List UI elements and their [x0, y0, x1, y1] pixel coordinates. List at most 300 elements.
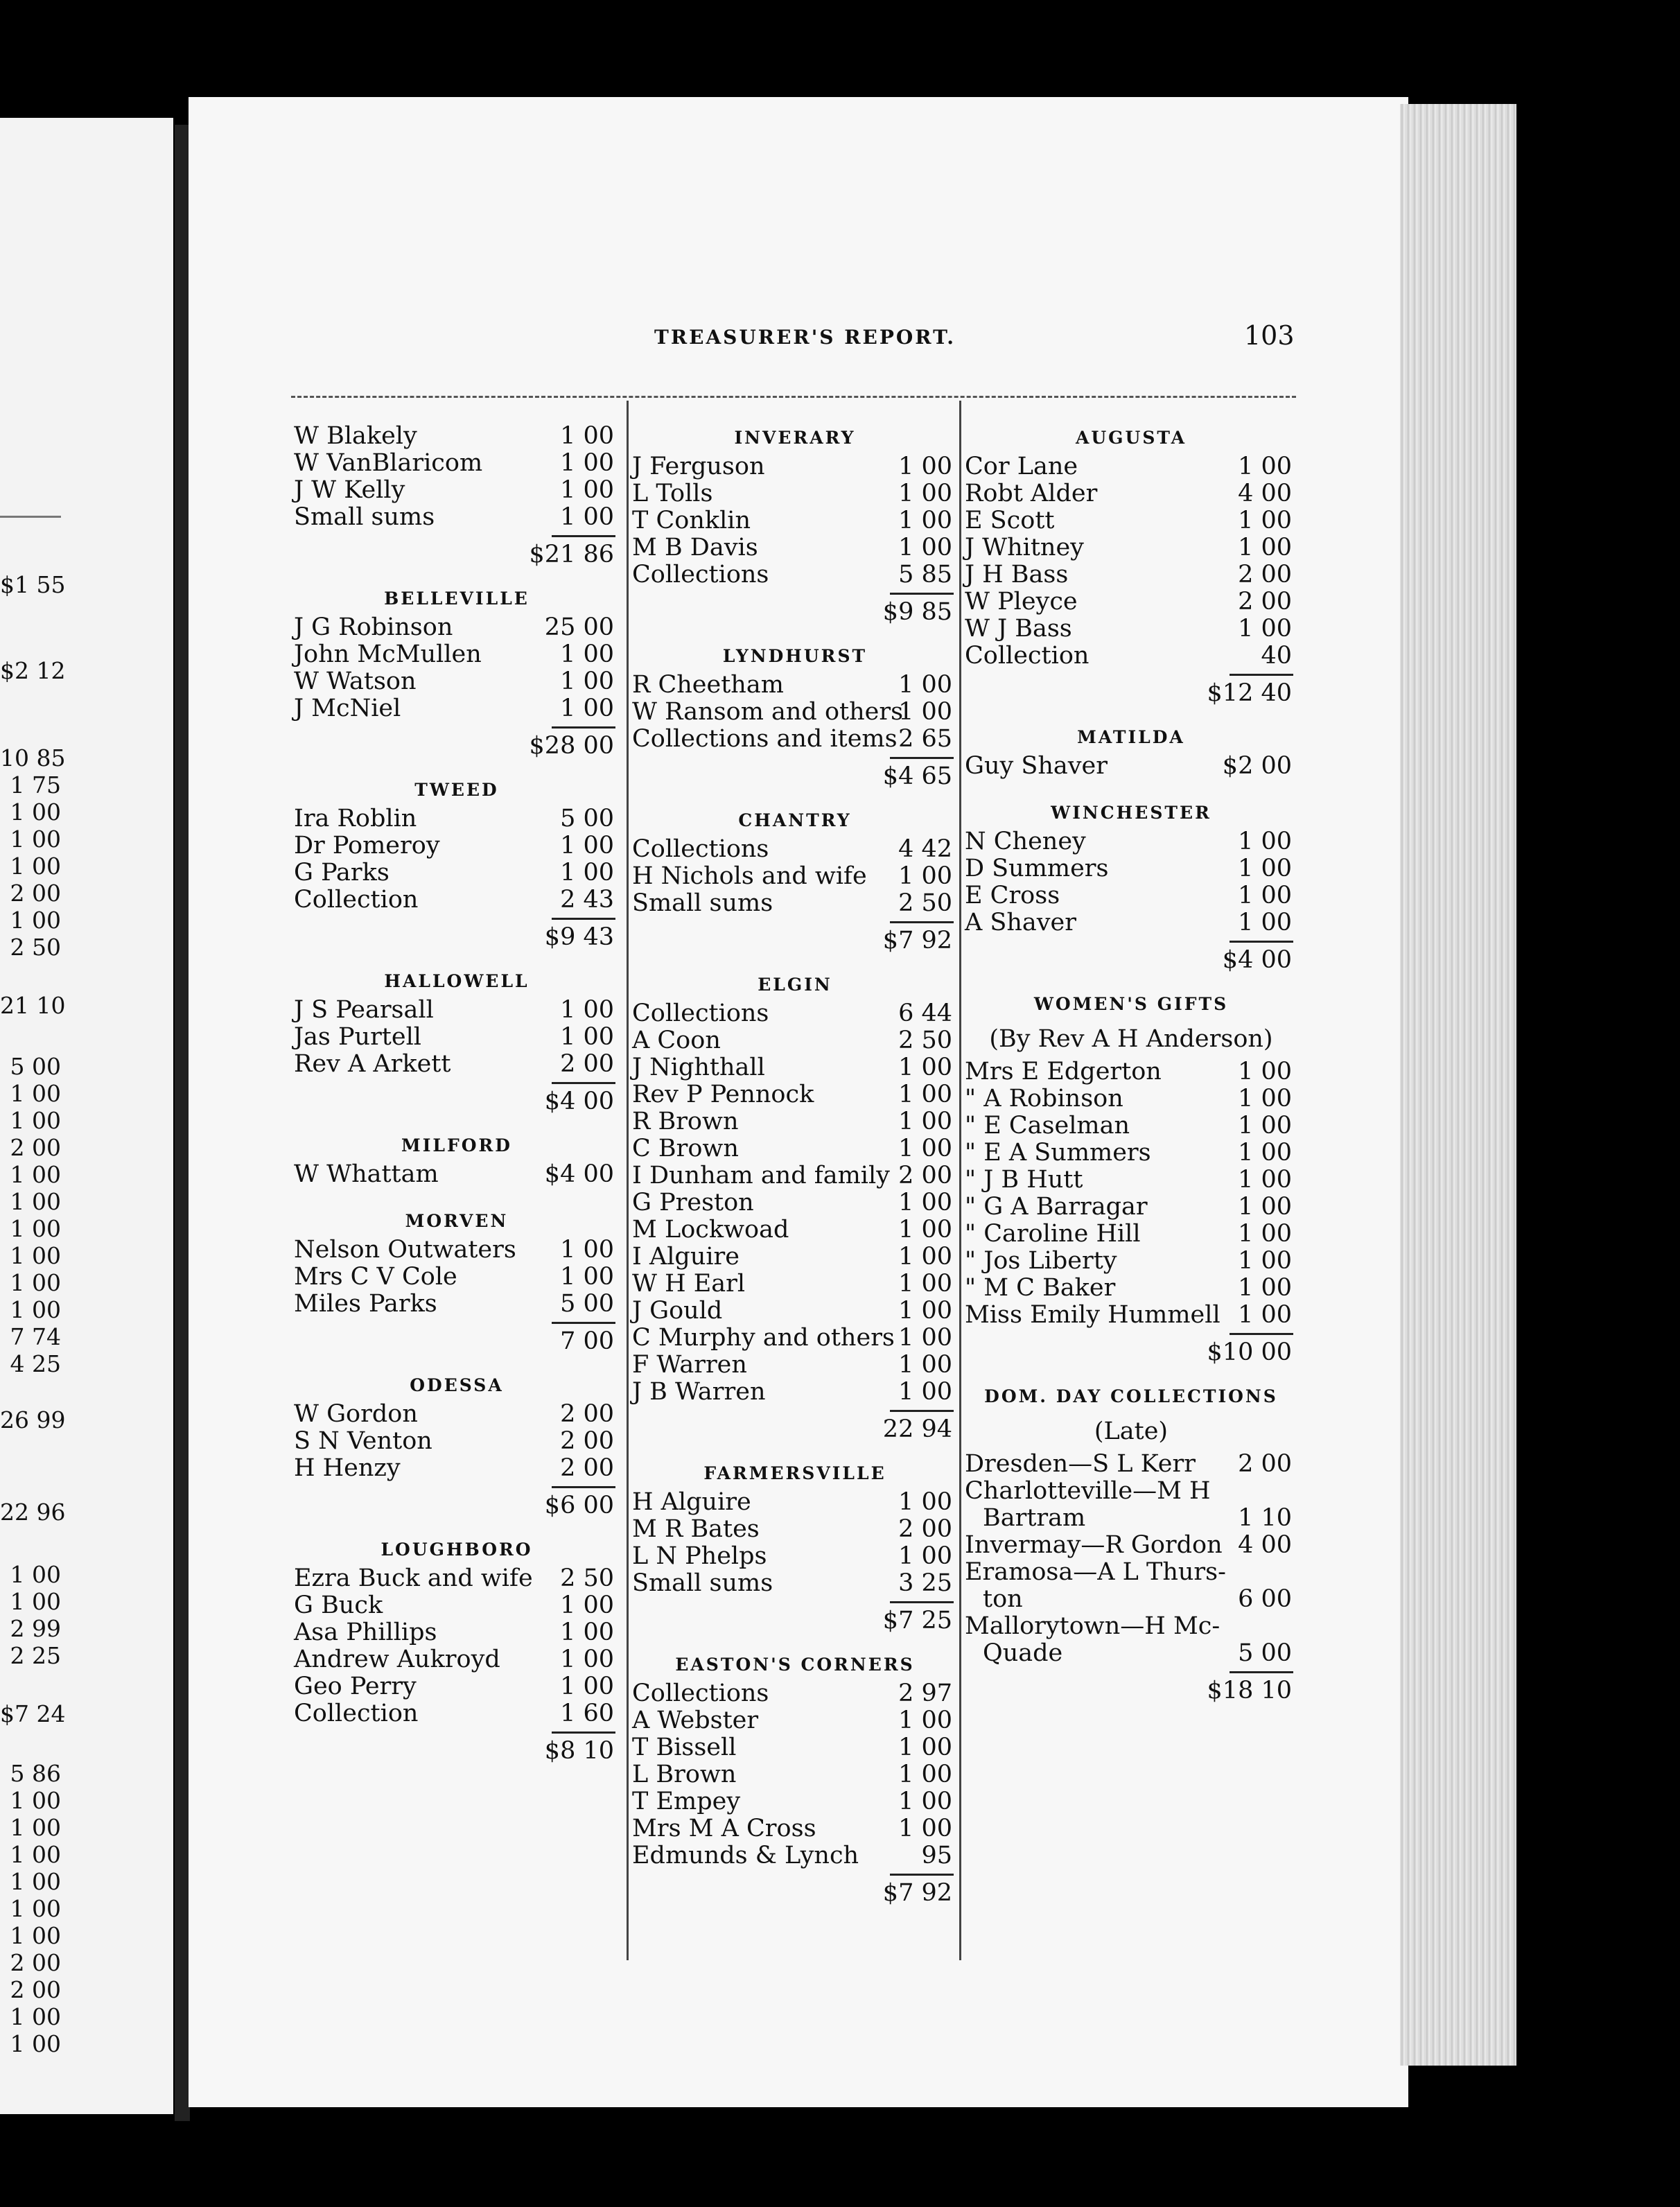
ledger-section: [294, 1370, 620, 1535]
donor-name: A Webster: [632, 1707, 759, 1734]
donation-amount: 1 00: [898, 453, 952, 480]
donor-name: " Jos Liberty: [965, 1247, 1117, 1275]
donation-amount: 2 00: [898, 1162, 952, 1189]
ledger-row: [965, 1221, 1297, 1248]
donation-amount: 1 00: [898, 1108, 952, 1135]
ledger-section: [294, 1206, 620, 1370]
donor-name: Jas Purtell: [294, 1023, 421, 1051]
donation-amount: 1 60: [560, 1700, 614, 1727]
donation-amount: 2 43: [560, 886, 614, 914]
ledger-row: [294, 832, 620, 860]
donation-amount: 2 50: [898, 1027, 952, 1054]
total-rule: [890, 1874, 954, 1876]
ledger-column-2: [632, 423, 958, 1922]
donation-amount: 1 00: [898, 1734, 952, 1761]
section-total: [965, 1667, 1297, 1702]
ledger-row: [294, 1592, 620, 1619]
donor-name: E Scott: [965, 507, 1055, 534]
donor-name: R Brown: [632, 1108, 739, 1135]
donation-amount: 4 00: [1238, 1531, 1292, 1559]
ledger-row: [294, 1565, 620, 1592]
ledger-row: [632, 726, 958, 753]
page-number: 103: [1244, 320, 1295, 351]
ledger-row: [965, 1586, 1297, 1613]
facing-page-fragment: [0, 118, 173, 2114]
ledger-row: [965, 1140, 1297, 1167]
section-total: [294, 722, 620, 760]
ledger-row: [965, 1058, 1297, 1085]
donation-amount: 6 44: [898, 1000, 952, 1027]
ledger-row: [965, 1613, 1297, 1640]
donor-name: J McNiel: [294, 695, 401, 722]
facing-page-amount: 1 00: [10, 1922, 61, 1949]
ledger-row: [965, 643, 1297, 670]
facing-page-amount: 2 50: [10, 934, 61, 961]
ledger-row: [965, 480, 1297, 507]
ledger-row: [632, 1298, 958, 1325]
donor-name: W Watson: [294, 668, 417, 695]
donation-amount: 4 42: [898, 835, 952, 863]
donation-amount: 2 50: [898, 889, 952, 917]
ledger-row: [294, 1401, 620, 1428]
ledger-row: [632, 1570, 958, 1597]
donor-name: Invermay—R Gordon: [965, 1531, 1223, 1559]
section-heading: MATILDA: [1077, 727, 1185, 747]
ledger-row: [294, 887, 620, 914]
ledger-row: [965, 453, 1297, 480]
total-amount: $9 85: [882, 598, 952, 626]
total-rule: [552, 726, 615, 729]
donation-amount: 1 00: [1238, 534, 1292, 561]
section-total: [294, 1078, 620, 1113]
donation-amount: $2 00: [1222, 752, 1292, 780]
donor-name: W H Earl: [632, 1270, 746, 1298]
facing-page-amount: 1 75: [10, 771, 61, 799]
donation-amount: 95: [921, 1842, 952, 1869]
donor-name: " A Robinson: [965, 1085, 1123, 1113]
donation-amount: 1 00: [560, 476, 614, 504]
section-heading: WINCHESTER: [1051, 803, 1211, 823]
donor-name: G Parks: [294, 859, 390, 887]
ledger-row: [632, 1707, 958, 1734]
facing-page-amount: 4 25: [10, 1350, 61, 1377]
section-total: [294, 1318, 620, 1355]
donation-amount: 1 00: [898, 1297, 952, 1325]
ledger-row: [632, 1325, 958, 1352]
donation-amount: 1 00: [898, 1378, 952, 1406]
donation-amount: 1 00: [898, 534, 952, 561]
facing-page-amount: 10 85: [0, 744, 66, 771]
donation-amount: 1 00: [898, 698, 952, 726]
donor-name: " J B Hutt: [965, 1166, 1083, 1194]
ledger-row: [294, 423, 620, 450]
donor-name: J H Bass: [965, 561, 1069, 588]
ledger-row: [632, 1000, 958, 1027]
total-amount: $7 92: [882, 1879, 952, 1907]
ledger-section: [294, 775, 620, 966]
total-amount: $28 00: [529, 732, 614, 760]
ledger-row: [965, 1085, 1297, 1113]
facing-page-amount: 22 96: [0, 1499, 66, 1526]
facing-page-amount: 1 00: [10, 1787, 61, 1814]
donor-name: Dresden—S L Kerr: [965, 1450, 1196, 1478]
ledger-section: [965, 722, 1297, 798]
donor-name: W Gordon: [294, 1400, 418, 1428]
total-rule: [1230, 1333, 1293, 1335]
donor-name: Mrs M A Cross: [632, 1815, 816, 1842]
donor-name: G Preston: [632, 1189, 754, 1216]
donor-name: E Cross: [965, 882, 1060, 909]
donor-name: Mrs E Edgerton: [965, 1058, 1162, 1085]
section-heading: BELLEVILLE: [384, 588, 530, 609]
donation-amount: 5 85: [898, 561, 952, 588]
ledger-row: [632, 1108, 958, 1135]
ledger-row: [294, 1161, 620, 1188]
donation-amount: 1 00: [898, 480, 952, 507]
ledger-row: [965, 561, 1297, 588]
donor-name: J G Robinson: [294, 613, 453, 641]
total-amount: $9 43: [544, 923, 614, 951]
section-total: [965, 670, 1297, 707]
ledger-column-3: [965, 423, 1297, 1720]
total-amount: 22 94: [882, 1415, 952, 1443]
donor-name: Collection: [965, 642, 1090, 670]
donation-amount: 1 00: [898, 1189, 952, 1216]
ledger-row: [965, 534, 1297, 561]
ledger-row: [965, 1532, 1297, 1559]
ledger-section: [632, 423, 958, 641]
donor-name: Charlotteville—M H: [965, 1477, 1211, 1505]
ledger-row: [632, 1842, 958, 1869]
ledger-row: [632, 1543, 958, 1570]
donation-amount: 1 00: [560, 695, 614, 722]
donation-amount: 1 00: [898, 1243, 952, 1271]
facing-page-amount: 2 99: [10, 1615, 61, 1642]
donor-name: Small sums: [632, 1569, 773, 1597]
donation-amount: 1 00: [898, 1081, 952, 1108]
facing-page-amount: 1 00: [10, 1080, 61, 1107]
ledger-section: [294, 1131, 620, 1206]
donation-amount: 2 00: [560, 1427, 614, 1455]
total-rule: [1230, 1671, 1293, 1673]
donation-amount: 1 00: [560, 1236, 614, 1264]
ledger-row: [632, 1680, 958, 1707]
ledger-row: [965, 616, 1297, 643]
donor-name: L N Phelps: [632, 1542, 767, 1570]
donor-name: Collections: [632, 1000, 769, 1027]
ledger-row: [632, 1734, 958, 1761]
donation-amount: 1 00: [1238, 507, 1292, 534]
donor-name: " E Caselman: [965, 1112, 1130, 1140]
ledger-row: [294, 614, 620, 641]
facing-page-amount: 26 99: [0, 1406, 66, 1433]
donor-name: Dr Pomeroy: [294, 832, 440, 860]
section-heading: TWEED: [414, 780, 499, 800]
donation-amount: 1 00: [1238, 1220, 1292, 1248]
total-rule: [890, 757, 954, 759]
ledger-section: [632, 970, 958, 1458]
donation-amount: $4 00: [544, 1160, 614, 1188]
section-total: [294, 1482, 620, 1517]
total-amount: $18 10: [1207, 1677, 1292, 1704]
donation-amount: 1 00: [560, 503, 614, 531]
ledger-row: [632, 699, 958, 726]
section-heading: LOUGHBORO: [380, 1539, 533, 1560]
ledger-section: [965, 1381, 1297, 1720]
section-total: [632, 917, 958, 952]
ledger-row: [294, 860, 620, 887]
ledger-row: [294, 997, 620, 1024]
donation-amount: 1 00: [560, 1263, 614, 1291]
donor-name: A Coon: [632, 1027, 721, 1054]
ledger-row: [965, 1194, 1297, 1221]
ledger-row: [965, 828, 1297, 855]
header-rule: [291, 396, 1296, 398]
donor-name: J Nighthall: [632, 1054, 765, 1081]
donor-name: W Pleyce: [965, 588, 1078, 616]
facing-page-amount: 2 00: [10, 1976, 61, 2003]
donation-amount: 2 97: [898, 1680, 952, 1707]
donation-amount: 1 00: [560, 1619, 614, 1646]
section-total: [632, 1869, 958, 1907]
ledger-row: [294, 1700, 620, 1727]
donation-amount: 1 00: [1238, 1301, 1292, 1329]
donor-name: Rev P Pennock: [632, 1081, 814, 1108]
section-heading: AUGUSTA: [1075, 428, 1187, 448]
ledger-row: [965, 1248, 1297, 1275]
donation-amount: 1 10: [1238, 1504, 1292, 1532]
donor-name: Quade: [983, 1639, 1063, 1667]
ledger-row: [632, 1216, 958, 1244]
donation-amount: 2 50: [560, 1564, 614, 1592]
donation-amount: 1 00: [1238, 855, 1292, 882]
ledger-row: [632, 863, 958, 890]
facing-page-amount: 1 00: [10, 826, 61, 853]
donation-amount: 1 00: [1238, 453, 1292, 480]
facing-page-amount: 1 00: [10, 1107, 61, 1134]
donor-name: Rev A Arkett: [294, 1050, 451, 1078]
section-total: [632, 1597, 958, 1632]
donation-amount: 1 00: [560, 832, 614, 860]
ledger-row: [965, 507, 1297, 534]
total-amount: $4 00: [544, 1088, 614, 1115]
donation-amount: 1 00: [1238, 1166, 1292, 1194]
donor-name: Robt Alder: [965, 480, 1098, 507]
section-heading: INVERARY: [734, 428, 856, 448]
donation-amount: 1 00: [1238, 1247, 1292, 1275]
donor-name: N Cheney: [965, 828, 1086, 855]
ledger-row: [632, 1815, 958, 1842]
donor-name: H Henzy: [294, 1454, 401, 1482]
section-heading: MILFORD: [401, 1135, 512, 1155]
ledger-row: [632, 1761, 958, 1788]
donation-amount: 1 00: [898, 1135, 952, 1162]
book-gutter: [175, 125, 190, 2121]
section-total: [632, 1406, 958, 1443]
total-amount: $4 00: [1222, 946, 1292, 974]
donation-amount: 1 00: [560, 1591, 614, 1619]
ledger-row: [632, 507, 958, 534]
donation-amount: 25 00: [544, 613, 614, 641]
ledger-row: [294, 1619, 620, 1646]
donor-name: Nelson Outwaters: [294, 1236, 516, 1264]
donation-amount: 1 00: [898, 507, 952, 534]
total-amount: $7 25: [882, 1607, 952, 1634]
total-amount: $7 92: [882, 927, 952, 954]
donation-amount: 1 00: [1238, 828, 1292, 855]
donor-name: L Brown: [632, 1761, 737, 1788]
donor-name: S N Venton: [294, 1427, 432, 1455]
donor-name: John McMullen: [294, 640, 482, 668]
ledger-row: [965, 1559, 1297, 1586]
donor-name: Small sums: [294, 503, 435, 531]
section-total: [294, 914, 620, 951]
donor-name: Collections: [632, 561, 769, 588]
section-total: [965, 1329, 1297, 1366]
facing-page-amount: 5 00: [10, 1053, 61, 1080]
ledger-row: [632, 561, 958, 588]
donor-name: C Murphy and others: [632, 1324, 895, 1352]
facing-page-amount: 1 00: [10, 799, 61, 826]
total-amount: $4 65: [882, 762, 952, 790]
donor-name: J W Kelly: [294, 476, 405, 504]
donor-name: Guy Shaver: [965, 752, 1108, 780]
facing-page-amount: 1 00: [10, 1296, 61, 1323]
donor-name: W J Bass: [965, 615, 1072, 643]
facing-page-rule: [0, 516, 61, 518]
ledger-row: [632, 1379, 958, 1406]
ledger-row: [632, 1081, 958, 1108]
donor-name: W Ransom and others: [632, 698, 904, 726]
donation-amount: 2 00: [1238, 561, 1292, 588]
section-total: [632, 588, 958, 626]
donor-name: Collections: [632, 835, 769, 863]
total-rule: [890, 593, 954, 595]
ledger-row: [632, 1189, 958, 1216]
donation-amount: 5 00: [560, 805, 614, 832]
ledger-row: [965, 909, 1297, 936]
ledger-section: [294, 966, 620, 1131]
ledger-row: [965, 1113, 1297, 1140]
donation-amount: 1 00: [1238, 1112, 1292, 1140]
facing-page-amount: 1 00: [10, 1841, 61, 1868]
donor-name: R Cheetham: [632, 671, 784, 699]
donor-name: G Buck: [294, 1591, 383, 1619]
donor-name: I Alguire: [632, 1243, 740, 1271]
facing-page-amount: 1 00: [10, 1561, 61, 1588]
ledger-section: [632, 805, 958, 970]
ledger-row: [965, 1275, 1297, 1302]
ledger-row: [632, 1135, 958, 1162]
donation-amount: 1 00: [898, 1324, 952, 1352]
donation-amount: 2 65: [898, 725, 952, 753]
donor-name: " M C Baker: [965, 1274, 1116, 1302]
donor-name: J Ferguson: [632, 453, 765, 480]
donation-amount: 1 00: [898, 1761, 952, 1788]
donation-amount: 6 00: [1238, 1585, 1292, 1613]
donation-amount: 1 00: [1238, 615, 1292, 643]
ledger-row: [294, 695, 620, 722]
total-rule: [1230, 941, 1293, 943]
facing-page-amount: 1 00: [10, 1242, 61, 1269]
ledger-row: [632, 1788, 958, 1815]
donor-name: Eramosa—A L Thurs-: [965, 1558, 1226, 1586]
donor-name: W Blakely: [294, 422, 417, 450]
ledger-row: [632, 1352, 958, 1379]
donor-name: H Nichols and wife: [632, 862, 867, 890]
ledger-row: [632, 1054, 958, 1081]
ledger-section: [632, 1650, 958, 1922]
donation-amount: 5 00: [1238, 1639, 1292, 1667]
donation-amount: 4 00: [1238, 480, 1292, 507]
facing-page-amount: 5 86: [10, 1760, 61, 1787]
section-total: [965, 936, 1297, 974]
total-rule: [552, 535, 615, 537]
ledger-row: [294, 668, 620, 695]
donation-amount: 1 00: [560, 1673, 614, 1700]
donor-name: D Summers: [965, 855, 1109, 882]
donor-name: Asa Phillips: [294, 1619, 437, 1646]
section-heading: FARMERSVILLE: [703, 1463, 886, 1483]
donor-name: Edmunds & Lynch: [632, 1842, 859, 1869]
donation-amount: 1 00: [898, 671, 952, 699]
facing-page-amount: 7 74: [10, 1323, 61, 1350]
facing-page-amount: 1 00: [10, 1188, 61, 1215]
ledger-section: [294, 423, 620, 584]
donation-amount: 3 25: [898, 1569, 952, 1597]
ledger-row: [294, 805, 620, 832]
ledger-row: [965, 1302, 1297, 1329]
ledger-row: [294, 504, 620, 531]
ledger-row: [294, 450, 620, 477]
ledger-row: [965, 855, 1297, 882]
ledger-row: [632, 534, 958, 561]
facing-page-amount: 1 00: [10, 907, 61, 934]
donor-name: Collection: [294, 886, 419, 914]
donor-name: Miss Emily Hummell: [965, 1301, 1220, 1329]
section-gap: [965, 780, 1297, 798]
total-rule: [1230, 674, 1293, 676]
donor-name: " E A Summers: [965, 1139, 1151, 1167]
ledger-column-1: [294, 423, 620, 1780]
facing-page-amount: 1 00: [10, 2003, 61, 2030]
donation-amount: 1 00: [1238, 909, 1292, 936]
ledger-row: [294, 1455, 620, 1482]
facing-page-amount: $2 12: [0, 657, 66, 684]
ledger-row: [294, 1024, 620, 1051]
facing-page-amount: 1 00: [10, 853, 61, 880]
facing-page-amount: 1 00: [10, 1588, 61, 1615]
donation-amount: 1 00: [560, 668, 614, 695]
donor-name: J B Warren: [632, 1378, 766, 1406]
section-heading: HALLOWELL: [384, 971, 530, 991]
donation-amount: 1 00: [898, 1488, 952, 1516]
total-rule: [890, 1410, 954, 1412]
donor-name: Andrew Aukroyd: [294, 1646, 500, 1673]
section-heading: WOMEN'S GIFTS: [1033, 994, 1229, 1014]
ledger-row: [632, 1271, 958, 1298]
donor-name: L Tolls: [632, 480, 713, 507]
donor-name: M R Bates: [632, 1515, 760, 1543]
running-head: TREASURER'S REPORT.: [654, 326, 956, 349]
donor-name: Mrs C V Cole: [294, 1263, 457, 1291]
donor-name: Collections: [632, 1680, 769, 1707]
ledger-row: [294, 641, 620, 668]
facing-page-amount: 21 10: [0, 992, 66, 1019]
total-rule: [890, 921, 954, 923]
total-amount: $21 86: [529, 541, 614, 568]
donor-name: J Whitney: [965, 534, 1084, 561]
